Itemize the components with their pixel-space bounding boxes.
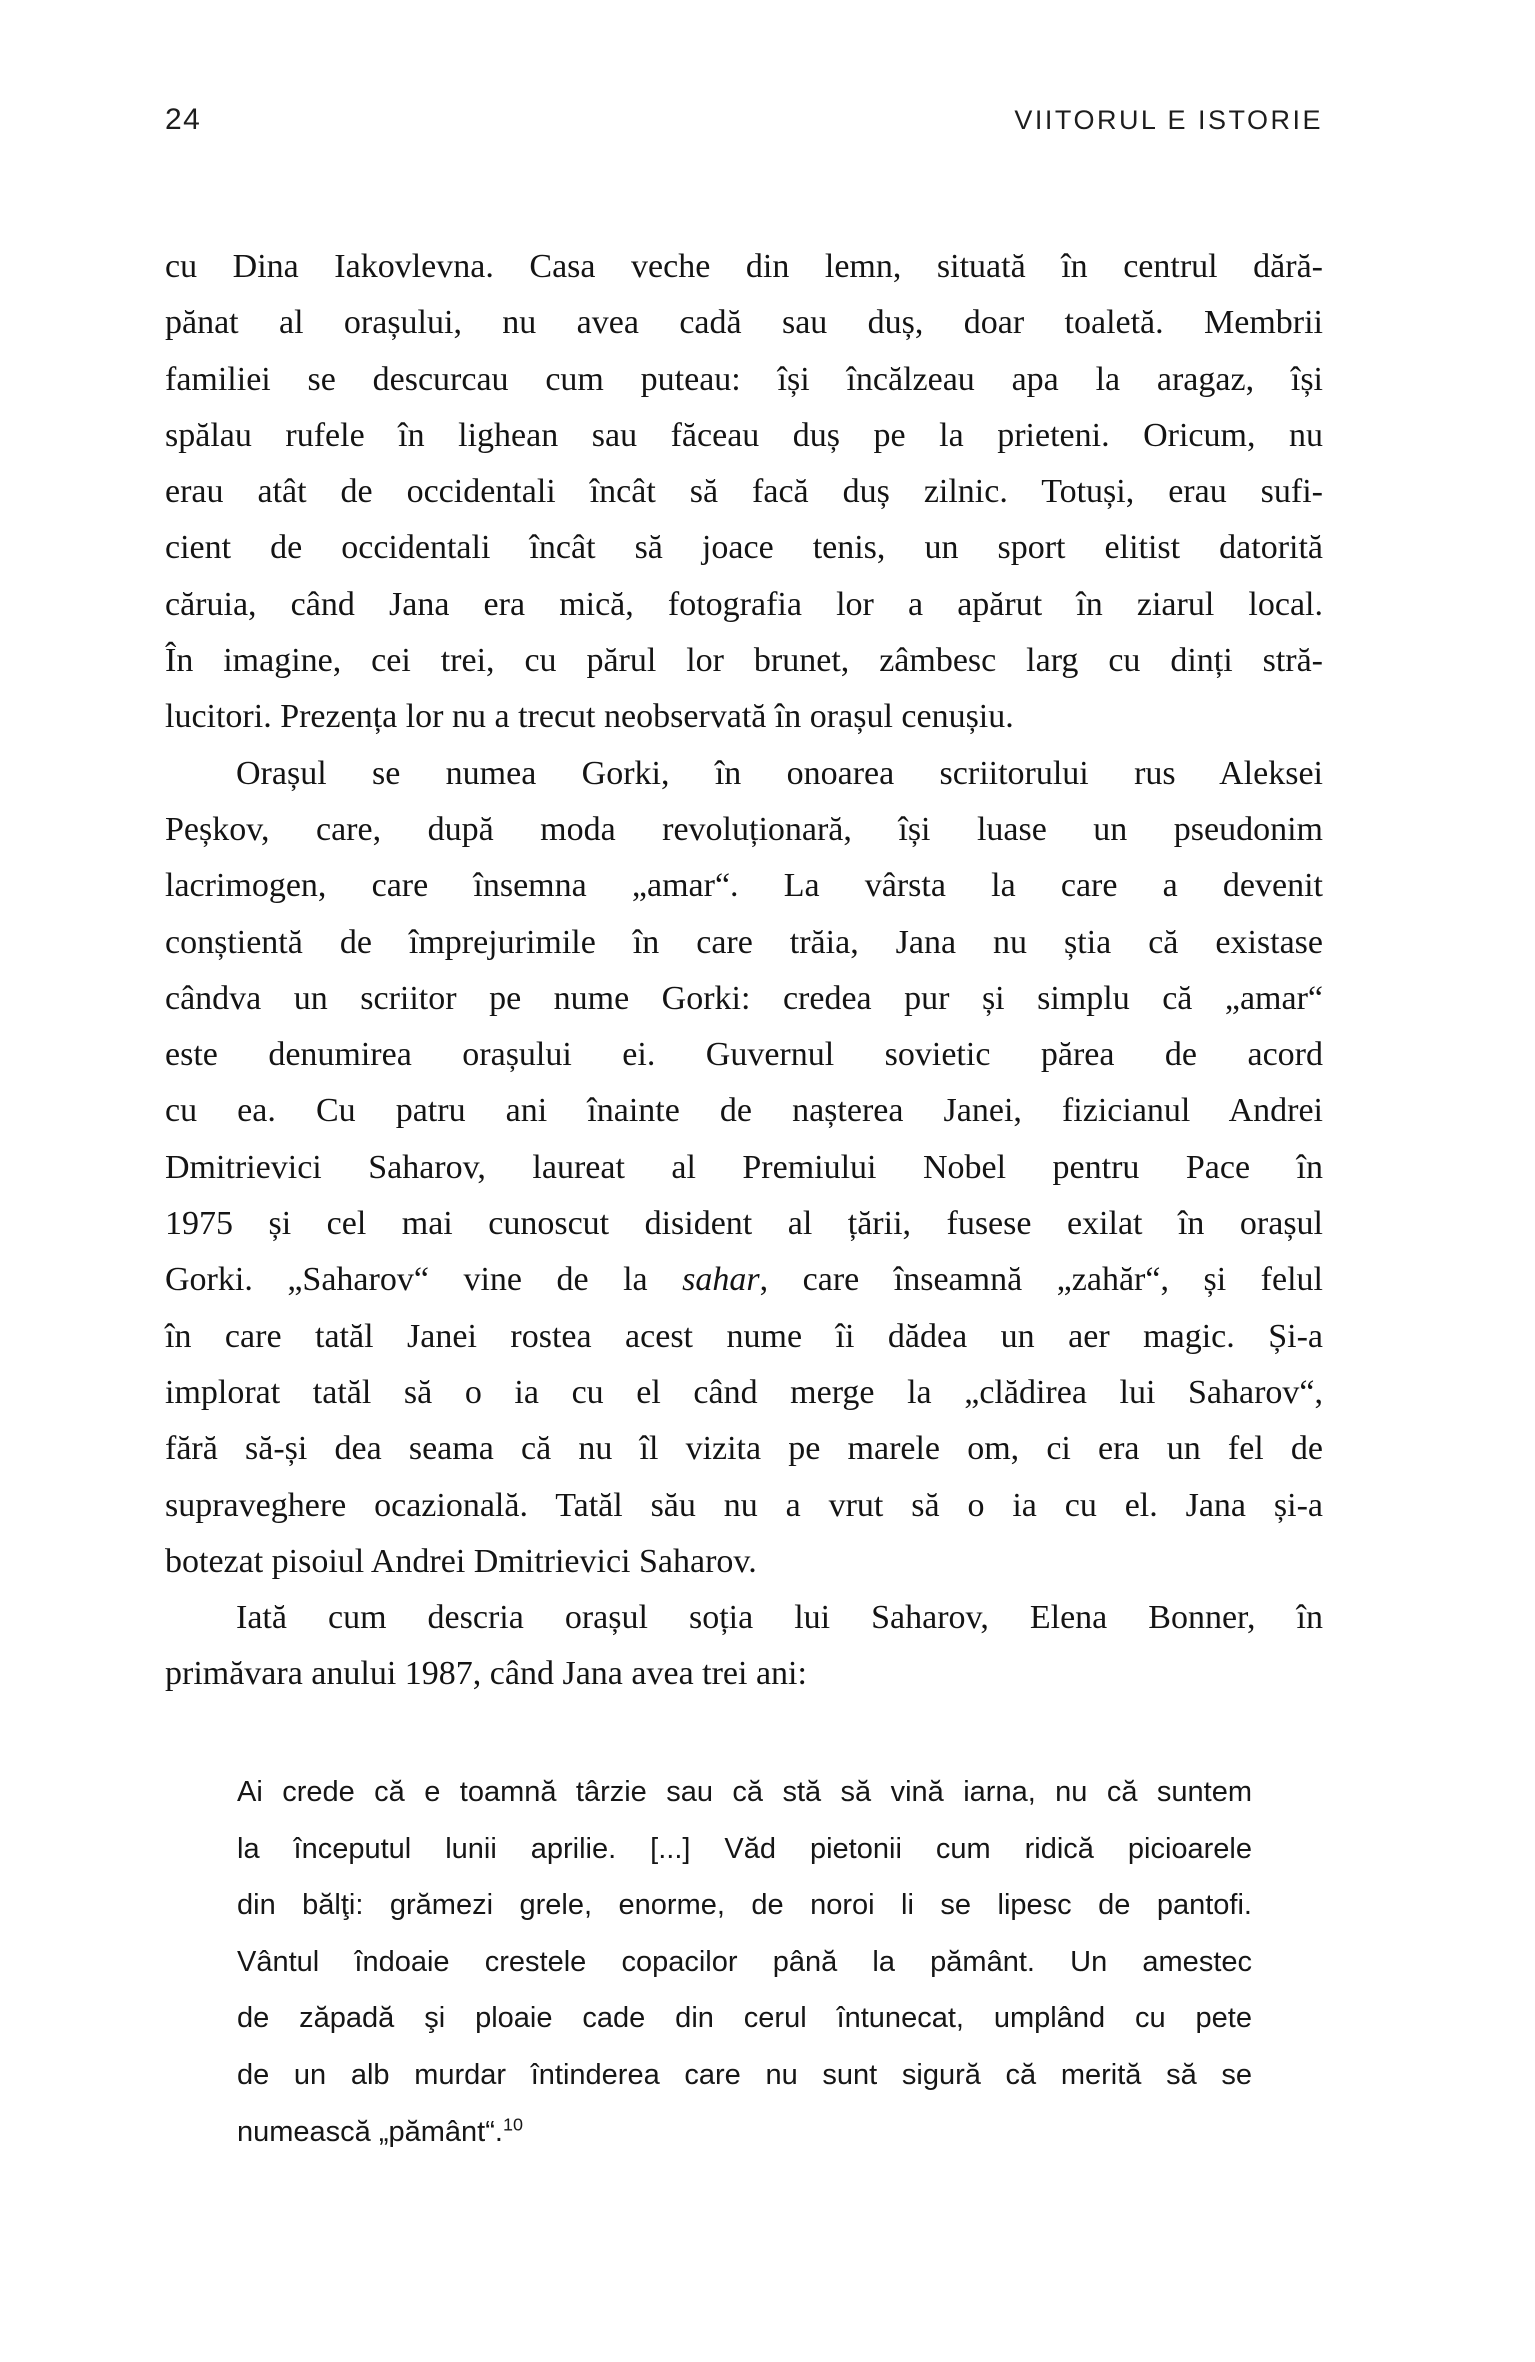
text-line: familiei se descurcau cum puteau: își încălzeau apa la aragaz, își xyxy=(165,360,1323,398)
text-line: implorat tatăl să o ia cu el când merge la „clădirea lui Saharov“, xyxy=(165,1373,1323,1411)
text-line: spălau rufele în lighean sau făceau duș pe la prieteni. Oricum, nu xyxy=(165,416,1323,454)
text-line: lacrimogen, care însemna „amar“. La vârsta la care a devenit xyxy=(165,867,1323,905)
text-line: cândva un scriitor pe nume Gorki: credea pur și simplu că „amar“ xyxy=(165,979,1323,1017)
quote-line: din bălţi: grămezi grele, enorme, de noroi li se lipesc de pantofi. xyxy=(237,1889,1252,1922)
text-line: primăvara anului 1987, când Jana avea trei ani: xyxy=(165,1655,807,1693)
quote-line: la începutul lunii aprilie. [...] Văd pietonii cum ridică picioarele xyxy=(237,1832,1252,1865)
text-line: botezat pisoiul Andrei Dmitrievici Saharov. xyxy=(165,1542,757,1580)
text-segment: numească „pământ“. xyxy=(237,2115,503,2148)
text-line: căruia, când Jana era mică, fotografia lor a apărut în ziarul local. xyxy=(165,585,1323,623)
footnote-ref: 10 xyxy=(502,2113,523,2134)
text-line: este denumirea orașului ei. Guvernul sovietic părea de acord xyxy=(165,1036,1323,1074)
quote-line: Vântul îndoaie crestele copacilor până la pământ. Un amestec xyxy=(237,1945,1252,1978)
text-line: Iată cum descria orașul soția lui Saharov, Elena Bonner, în xyxy=(236,1599,1323,1637)
text-line: fără să-și dea seama că nu îl vizita pe marele om, ci era un fel de xyxy=(165,1430,1323,1468)
text-segment: , care înseamnă „zahăr“, și felul xyxy=(759,1261,1323,1299)
text-line: supraveghere ocazională. Tatăl său nu a vrut să o ia cu el. Jana și-a xyxy=(165,1486,1323,1524)
text-line: Peșkov, care, după moda revoluționară, își luase un pseudonim xyxy=(165,810,1323,848)
text-line xyxy=(165,1252,1323,1308)
text-line: Orașul se numea Gorki, în onoarea scriitorului rus Aleksei xyxy=(236,754,1323,792)
text-segment: Gorki. „Saharov“ vine de la xyxy=(165,1261,683,1299)
text-line: 1975 și cel mai cunoscut disident al țării, fusese exilat în orașul xyxy=(165,1205,1323,1243)
text-line: cu ea. Cu patru ani înainte de nașterea Janei, fizicianul Andrei xyxy=(165,1092,1323,1130)
text-line: conștientă de împrejurimile în care trăia, Jana nu știa că existase xyxy=(165,923,1323,961)
running-title: VIITORUL E ISTORIE xyxy=(1014,105,1323,135)
text-line: În imagine, cei trei, cu părul lor brunet, zâmbesc larg cu dinți stră- xyxy=(165,642,1323,680)
body-text xyxy=(165,239,1323,1703)
quote-line: de un alb murdar întinderea care nu sunt sigură că merită să se xyxy=(237,2058,1252,2091)
text-line: cient de occidentali încât să joace tenis, un sport elitist datorită xyxy=(165,529,1323,567)
text-line: cu Dina Iakovlevna. Casa veche din lemn, situată în centrul dără- xyxy=(165,248,1323,285)
quote-line: de zăpadă şi ploaie cade din cerul întunecat, umplând cu pete xyxy=(237,2002,1252,2035)
text-line: lucitori. Prezența lor nu a trecut neobservată în orașul cenușiu. xyxy=(165,698,1014,736)
quote-line: Ai crede că e toamnă târzie sau că stă să vină iarna, nu că suntem xyxy=(237,1776,1252,1808)
text-line: Dmitrievici Saharov, laureat al Premiului Nobel pentru Pace în xyxy=(165,1148,1323,1186)
page-number: 24 xyxy=(165,103,202,136)
quote-line xyxy=(237,2104,1252,2161)
text-line: erau atât de occidentali încât să facă duș zilnic. Totuși, erau sufi- xyxy=(165,473,1323,511)
text-line: în care tatăl Janei rostea acest nume îi dădea un aer magic. Și-a xyxy=(165,1317,1323,1355)
italic-text: sahar xyxy=(682,1261,760,1299)
block-quote xyxy=(237,1764,1252,2160)
page-header xyxy=(165,103,1323,137)
text-line: pănat al orașului, nu avea cadă sau duș, doar toaletă. Membrii xyxy=(165,304,1323,342)
